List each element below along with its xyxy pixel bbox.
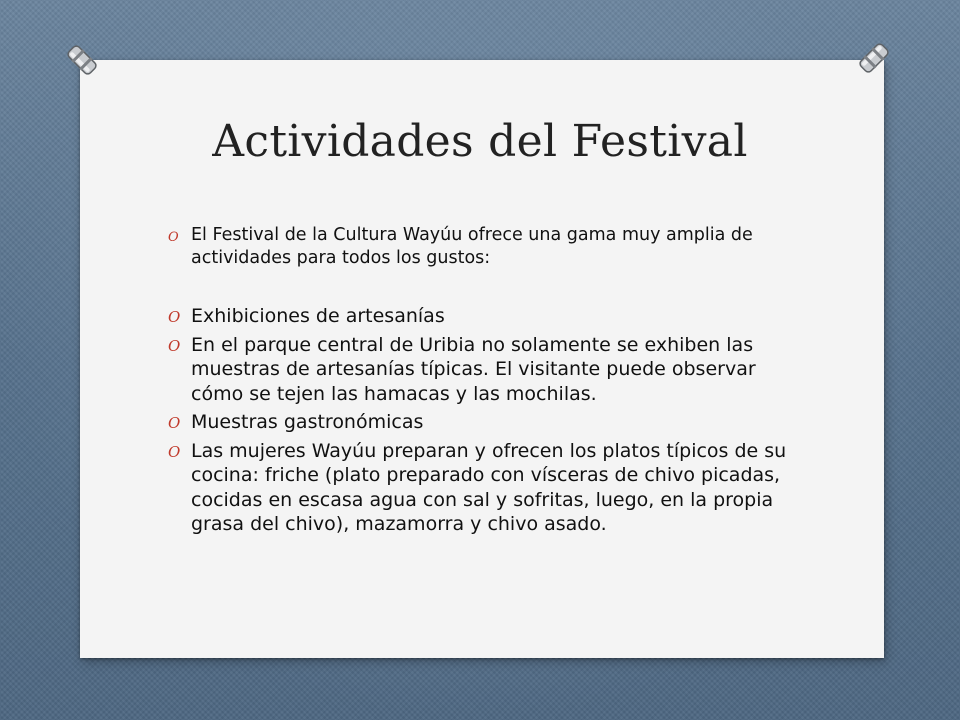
slide-title: Actividades del Festival <box>212 116 748 167</box>
pushpin-icon <box>856 40 892 76</box>
bullet-marker-icon: O <box>168 230 179 245</box>
bullet-marker-icon: O <box>168 442 181 461</box>
bullet-item <box>168 224 808 270</box>
bullet-text: Exhibiciones de artesanías <box>191 305 445 327</box>
bullet-item <box>168 439 808 537</box>
bullet-marker-icon: O <box>168 414 181 432</box>
bullet-text: Las mujeres Wayúu preparan y ofrecen los platos típicos de su cocina: friche (plato preparado con vísceras de chivo picadas, cocidas en escasa agua con sal y sofritas, luego, en la propia grasa del chivo), mazamorra y chivo asado. <box>191 439 787 535</box>
bullet-text: En el parque central de Uribia no solamente se exhiben las muestras de artesanías típicas. El visitante puede observar cómo se tejen las hamacas y las mochilas. <box>191 333 756 405</box>
bullet-marker-icon: O <box>168 336 181 355</box>
bullet-item <box>168 333 808 407</box>
bullet-text: El Festival de la Cultura Wayúu ofrece una gama muy amplia de actividades para todos los gustos: <box>191 225 753 268</box>
bullet-marker-icon: O <box>168 308 181 326</box>
bullet-item <box>168 410 808 435</box>
bullet-list <box>168 224 808 541</box>
pushpin-icon <box>64 42 100 78</box>
bullet-item <box>168 304 808 329</box>
bullet-text: Muestras gastronómicas <box>191 411 424 433</box>
